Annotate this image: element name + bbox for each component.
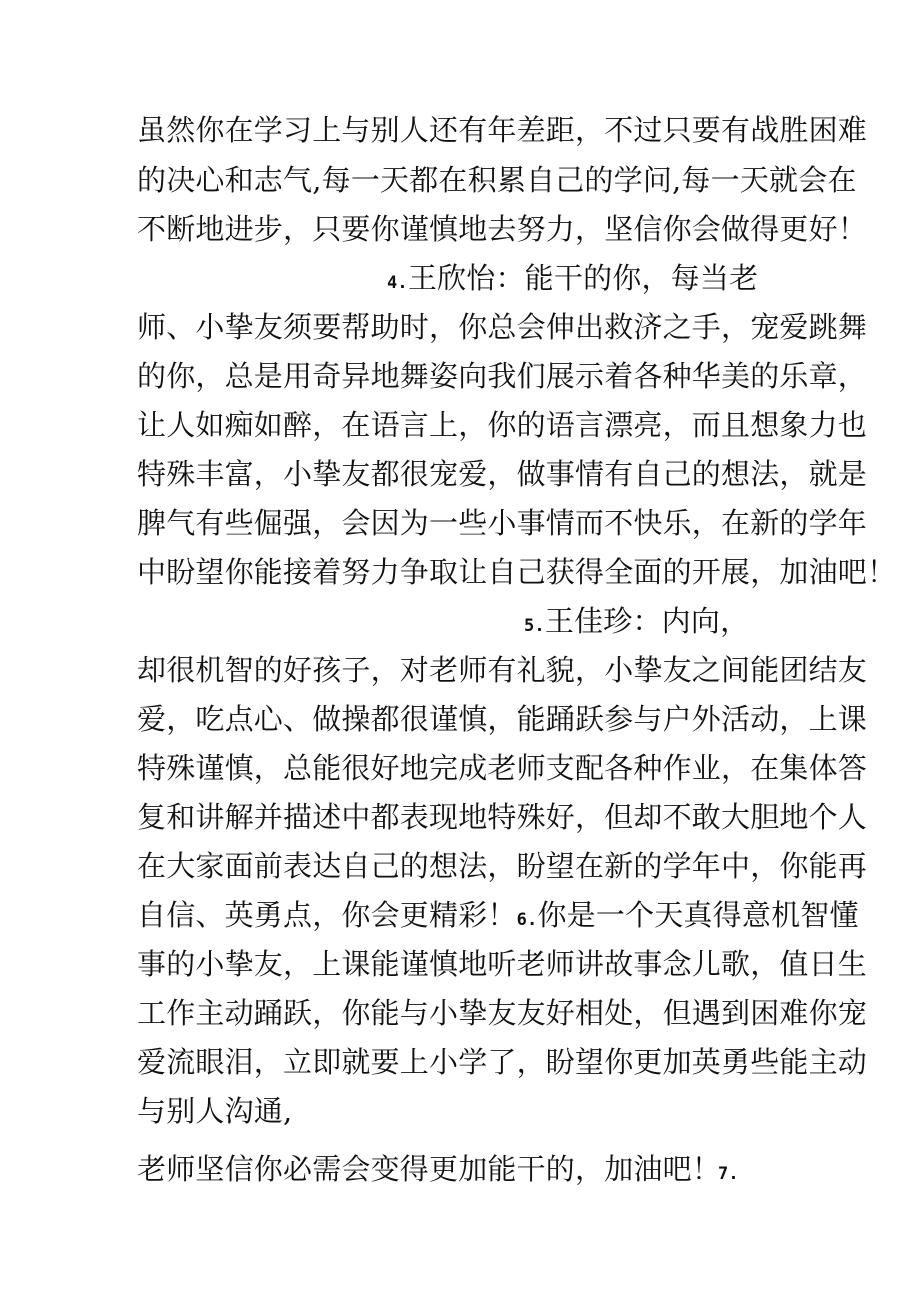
line-text: 的你，总是用奇异地舞姿向我们展示着各种华美的乐章，: [137, 359, 868, 393]
line-text: 特殊丰富，小挚友都很宠爱，做事情有自己的想法，就是: [137, 457, 868, 491]
item-number-7: [718, 1149, 739, 1189]
item-number: 7.: [718, 1164, 739, 1184]
text-line: [137, 699, 867, 739]
section-heading-5: [524, 601, 749, 641]
line-text: 工作主动踊跃，你能与小挚友友好相处，但遇到困难你宠: [137, 996, 868, 1030]
line-text: 复和讲解并描述中都表现地特殊好，但却不敢大胆地个人: [137, 800, 868, 834]
text-line-with-item-6: [137, 895, 859, 935]
line-text: 不断地进步，只要你谨慎地去努力，坚信你会做得更好！: [137, 212, 868, 246]
line-text: 却很机智的好孩子，对老师有礼貌，小挚友之间能团结友: [137, 653, 868, 687]
text-line: [137, 846, 867, 886]
section-heading-4: [387, 258, 758, 298]
item-number: 5.: [524, 616, 545, 636]
text-line: [137, 209, 867, 249]
line-text: 爱，吃点心、做操都很谨慎，能踊跃参与户外活动，上课: [137, 702, 868, 736]
heading-text: 王欣怡：能干的你，每当老: [407, 261, 759, 295]
heading-text: 王佳珍：内向，: [544, 604, 750, 638]
text-line: [137, 405, 867, 445]
text-line: [137, 650, 867, 690]
text-line: [137, 552, 896, 592]
line-text: 事的小挚友，上课能谨慎地听老师讲故事念儿歌，值日生: [137, 947, 868, 981]
line-text: 的决心和志气,每一天都在积累自己的学问,每一天就会在: [137, 163, 857, 197]
text-line: [137, 307, 867, 347]
item-number: 6.: [516, 910, 538, 930]
line-text: 虽然你在学习上与别人还有年差距，不过只要有战胜困难: [137, 113, 868, 147]
line-text: 你是一个天真得意机智懂: [537, 898, 859, 932]
text-line: [137, 1091, 292, 1131]
text-line: [137, 454, 867, 494]
text-line: [137, 748, 867, 788]
text-line: [137, 993, 867, 1033]
line-text: 师、小挚友须要帮助时，你总会伸出救济之手，宠爱跳舞: [137, 310, 868, 344]
text-line: [137, 160, 857, 200]
line-text: 特殊谨慎，总能很好地完成老师支配各种作业，在集体答: [137, 751, 868, 785]
text-line: [137, 797, 867, 837]
line-text: 中盼望你能接着努力争取让自己获得全面的开展，加油吧！: [137, 555, 897, 589]
line-text: 在大家面前表达自己的想法，盼望在新的学年中，你能再: [137, 849, 868, 883]
line-text: 自信、英勇点，你会更精彩！: [137, 898, 517, 932]
text-line: [137, 1149, 721, 1189]
line-text: 脾气有些倔强，会因为一些小事情而不快乐，在新的学年: [137, 506, 868, 540]
text-line: [137, 356, 867, 396]
line-text: 与别人沟通,: [137, 1094, 293, 1128]
line-text: 老师坚信你必需会变得更加能干的，加油吧！: [137, 1152, 722, 1186]
text-line: [137, 503, 867, 543]
text-line: [137, 110, 867, 150]
item-number: 4.: [387, 273, 408, 293]
line-text: 让人如痴如醉，在语言上，你的语言漂亮，而且想象力也: [137, 408, 868, 442]
text-line: [137, 944, 867, 984]
line-text: 爱流眼泪，立即就要上小学了，盼望你更加英勇些能主动: [137, 1045, 868, 1079]
text-line: [137, 1042, 867, 1082]
